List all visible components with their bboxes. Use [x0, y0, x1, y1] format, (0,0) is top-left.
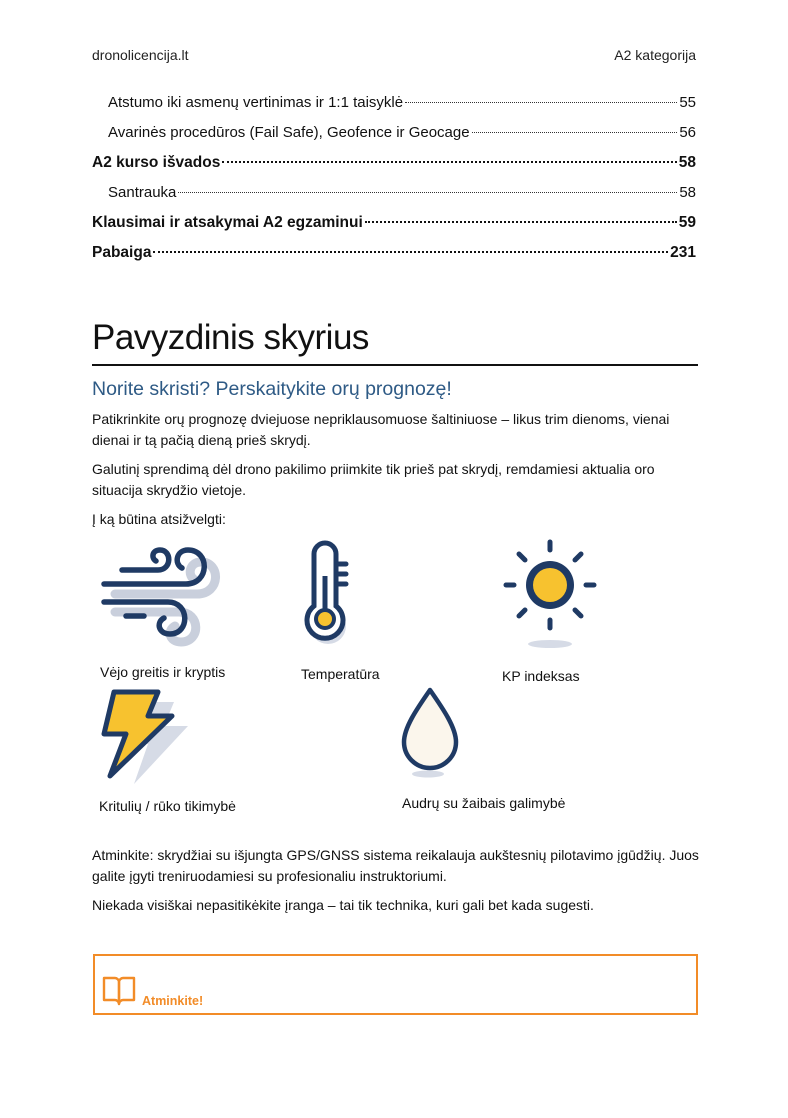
toc-leader	[153, 251, 668, 253]
toc-entry-page: 59	[678, 214, 696, 231]
toc-leader	[365, 221, 677, 223]
paragraph-forecast: Patikrinkite orų prognozę dviejuose nepriklausomuose šaltiniuose – likus trim dienoms, vienai dienai ir tą pačią dieną prieš skrydį.	[92, 411, 670, 448]
section-title: Pavyzdinis skyrius	[92, 318, 369, 357]
sun-icon	[496, 538, 604, 650]
remember-callout	[93, 954, 698, 1015]
toc-entry[interactable]	[92, 154, 696, 184]
toc-entry-page: 56	[679, 124, 696, 141]
book-icon	[101, 974, 137, 1006]
toc-entry[interactable]	[92, 214, 696, 244]
toc-entry-page: 58	[679, 184, 696, 201]
toc-entry-page: 58	[678, 154, 696, 171]
header-category: A2 kategorija	[614, 47, 696, 63]
caption-precipitation: Kritulių / rūko tikimybė	[99, 798, 236, 814]
caption-kp-index: KP indeksas	[502, 668, 580, 684]
toc-leader	[178, 192, 677, 193]
title-divider	[92, 364, 698, 366]
toc-entry[interactable]	[92, 244, 696, 274]
table-of-contents	[92, 94, 696, 274]
toc-leader	[405, 102, 677, 103]
toc-entry-title: Avarinės procedūros (Fail Safe), Geofence ir Geocage	[108, 124, 470, 141]
section-subtitle: Norite skristi? Perskaitykite orų prognozę!	[92, 378, 452, 400]
callout-label: Atminkite!	[142, 994, 204, 1008]
toc-entry[interactable]	[92, 94, 696, 124]
toc-entry-title: Klausimai ir atsakymai A2 egzaminui	[92, 214, 363, 231]
toc-entry-page: 231	[670, 244, 696, 261]
paragraph-consider: Į ką būtina atsižvelgti:	[92, 511, 226, 527]
raindrop-icon	[398, 684, 462, 780]
toc-entry-page: 55	[679, 94, 696, 111]
caption-thunderstorm: Audrų su žaibais galimybė	[402, 795, 566, 811]
toc-entry[interactable]	[92, 124, 696, 154]
toc-entry-title: A2 kurso išvados	[92, 154, 221, 171]
lightning-icon	[96, 684, 206, 784]
toc-entry[interactable]	[92, 184, 696, 214]
caption-temperature: Temperatūra	[301, 666, 380, 682]
toc-entry-title: Atstumo iki asmenų vertinimas ir 1:1 taisyklė	[108, 94, 404, 111]
header-site: dronolicencija.lt	[92, 47, 189, 63]
caption-wind: Vėjo greitis ir kryptis	[100, 664, 226, 680]
thermometer-icon	[296, 540, 360, 648]
toc-leader	[472, 132, 678, 133]
wind-icon	[96, 540, 231, 648]
toc-entry-title: Santrauka	[108, 184, 177, 201]
paragraph-decision: Galutinį sprendimą dėl drono pakilimo priimkite tik prieš pat skrydį, remdamiesi aktualia oro situacija skrydžio vietoje.	[92, 461, 655, 498]
toc-entry-title: Pabaiga	[92, 244, 152, 261]
paragraph-remember-gps: Atminkite: skrydžiai su išjungta GPS/GNSS sistema reikalauja aukštesnių pilotavimo įgūdžių. Juos galite įgyti treniruodamiesi su profesionaliu instruktoriumi.	[92, 847, 699, 884]
paragraph-equipment: Niekada visiškai nepasitikėkite įranga – tai tik technika, kuri gali bet kada sugesti.	[92, 897, 594, 913]
toc-leader	[222, 161, 676, 163]
